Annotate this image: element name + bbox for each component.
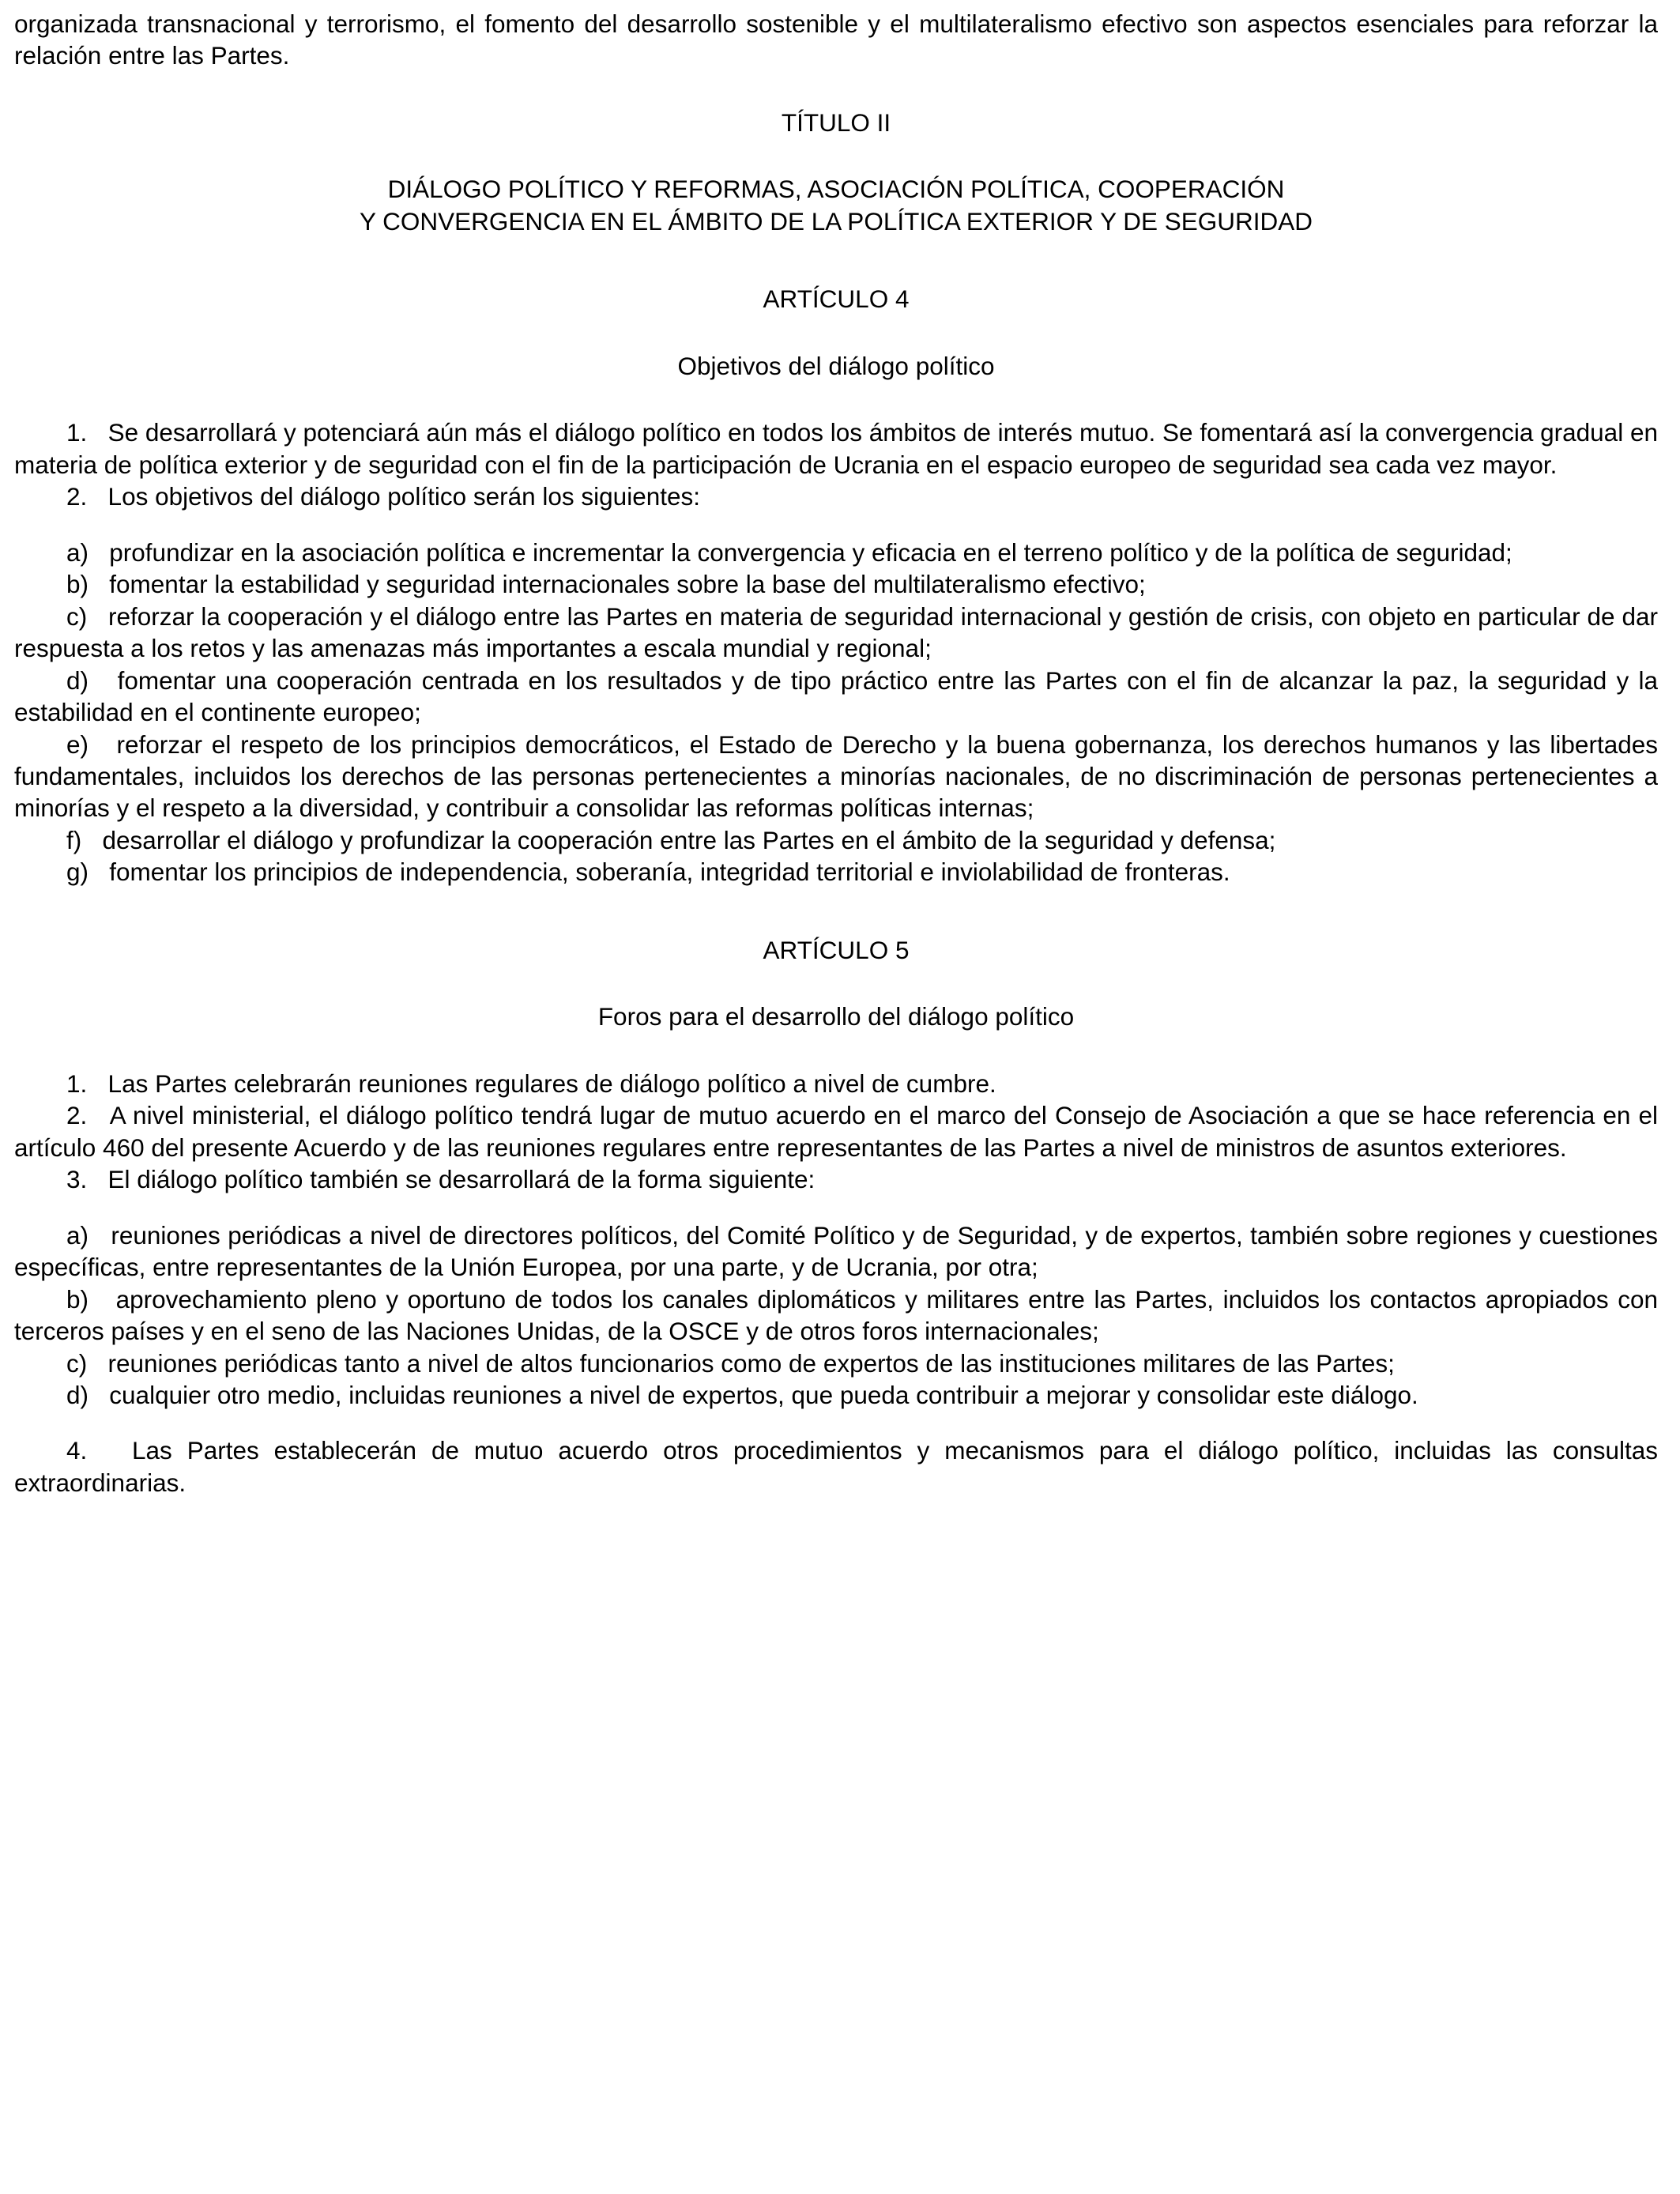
paragraph-text: Las Partes establecerán de mutuo acuerdo otros procedimientos y mecanismos para el diálogo político, incluidas las consultas extraordinarias. (14, 1436, 1658, 1497)
article-4-item-c (14, 601, 1658, 665)
article-4-item-d (14, 665, 1658, 729)
article-5-paragraph-1 (14, 1068, 1658, 1099)
paragraph-text: El diálogo político también se desarrollará de la forma siguiente: (107, 1165, 816, 1194)
article-5-paragraph-4 (14, 1434, 1658, 1498)
item-text: profundizar en la asociación política e incrementar la convergencia y eficacia en el terreno político y de la política de seguridad; (109, 537, 1512, 567)
section-heading-line-2: Y CONVERGENCIA EN EL ÁMBITO DE LA POLÍTICA EXTERIOR Y DE SEGURIDAD (359, 206, 1313, 236)
article-4-paragraph-1 (14, 417, 1658, 481)
item-text: cualquier otro medio, incluidas reuniones a nivel de expertos, que pueda contribuir a mejorar y consolidar este diálogo. (109, 1381, 1418, 1409)
item-marker: a) (66, 1220, 89, 1250)
item-text: desarrollar el diálogo y profundizar la cooperación entre las Partes en el ámbito de la seguridad y defensa; (102, 825, 1276, 854)
article-5-number: ARTÍCULO 5 (763, 935, 910, 964)
item-marker: g) (66, 858, 89, 887)
article-4-item-e (14, 729, 1658, 824)
item-text: reuniones periódicas a nivel de directores políticos, del Comité Político y de Seguridad, y de expertos, también sobre regiones y cuestiones específicas, entre representantes de la Unión Europea, por una parte, y de Ucrania, por otra; (14, 1220, 1658, 1282)
item-marker: c) (66, 601, 88, 631)
item-text: reforzar la cooperación y el diálogo entre las Partes en materia de seguridad internacional y gestión de crisis, con objeto en particular de dar respuesta a los retos y las amenazas más importantes a escala mundial y regional; (14, 601, 1658, 663)
article-5-item-b (14, 1284, 1658, 1348)
article-4-item-f (14, 824, 1658, 856)
paragraph-marker: 3. (66, 1165, 88, 1194)
article-4-item-g (14, 856, 1658, 888)
article-4-item-a (14, 537, 1658, 568)
article-5-paragraph-3 (14, 1163, 1658, 1195)
item-marker: a) (66, 537, 89, 567)
paragraph-text: Los objetivos del diálogo político serán los siguientes: (107, 482, 701, 511)
item-marker: f) (66, 825, 82, 854)
article-5-item-d (14, 1379, 1658, 1411)
item-text: fomentar una cooperación centrada en los resultados y de tipo práctico entre las Partes con el fin de alcanzar la paz, la seguridad y la estabilidad en el continente europeo; (14, 665, 1658, 727)
article-4-item-b (14, 568, 1658, 600)
item-text: aprovechamiento pleno y oportuno de todos los canales diplomáticos y militares entre las Partes, incluidos los contactos apropiados con terceros países y en el seno de las Naciones Unidas, de la OSCE y de otros foros internacionales; (14, 1284, 1658, 1346)
item-text: fomentar los principios de independencia, soberanía, integridad territorial e inviolabilidad de fronteras. (109, 858, 1230, 887)
article-5-paragraph-2 (14, 1099, 1658, 1163)
item-marker: c) (66, 1348, 88, 1378)
paragraph-text: Se desarrollará y potenciará aún más el diálogo político en todos los ámbitos de interés mutuo. Se fomentará así la convergencia gradual en materia de política exterior y de seguridad con el fin de la participación de Ucrania en el espacio europeo de seguridad sea cada vez mayor. (14, 418, 1658, 479)
item-marker: d) (66, 1381, 89, 1409)
section-heading-line-1: DIÁLOGO POLÍTICO Y REFORMAS, ASOCIACIÓN POLÍTICA, COOPERACIÓN (387, 175, 1285, 204)
article-5-item-c (14, 1348, 1658, 1379)
item-text: reuniones periódicas tanto a nivel de altos funcionarios como de expertos de las instituciones militares de las Partes; (107, 1348, 1395, 1378)
article-4-number: ARTÍCULO 4 (763, 285, 910, 314)
article-5-subtitle: Foros para el desarrollo del diálogo político (597, 1002, 1075, 1031)
article-5-item-a (14, 1220, 1658, 1284)
article-4-subtitle: Objetivos del diálogo político (677, 351, 995, 380)
intro-paragraph: organizada transnacional y terrorismo, el fomento del desarrollo sostenible y el multilateralismo efectivo son aspectos esenciales para reforzar la relación entre las Partes. (14, 9, 1658, 70)
paragraph-marker: 4. (66, 1436, 88, 1465)
paragraph-text: Las Partes celebrarán reuniones regulares de diálogo político a nivel de cumbre. (107, 1069, 996, 1098)
paragraph-marker: 2. (66, 1101, 88, 1130)
title-heading: TÍTULO II (781, 107, 891, 137)
item-marker: d) (66, 665, 89, 695)
paragraph-marker: 1. (66, 1069, 88, 1098)
item-text: fomentar la estabilidad y seguridad internacionales sobre la base del multilateralismo efectivo; (109, 570, 1146, 599)
article-4-paragraph-2 (14, 481, 1658, 512)
paragraph-text: A nivel ministerial, el diálogo político tendrá lugar de mutuo acuerdo en el marco del Consejo de Asociación a que se hace referencia en el artículo 460 del presente Acuerdo y de las reuniones regulares entre representantes de las Partes a nivel de ministros de asuntos exteriores. (14, 1101, 1658, 1162)
paragraph-marker: 1. (66, 418, 88, 447)
item-text: reforzar el respeto de los principios democráticos, el Estado de Derecho y la buena gobernanza, los derechos humanos y las libertades fundamentales, incluidos los derechos de las personas pertenecientes a minorías nacionales, de no discriminación de personas pertenecientes a minorías y el respeto a la diversidad, y contribuir a consolidar las reformas políticas internas; (14, 729, 1658, 823)
item-marker: e) (66, 729, 89, 759)
paragraph-marker: 2. (66, 482, 88, 511)
item-marker: b) (66, 1284, 89, 1314)
item-marker: b) (66, 570, 89, 599)
